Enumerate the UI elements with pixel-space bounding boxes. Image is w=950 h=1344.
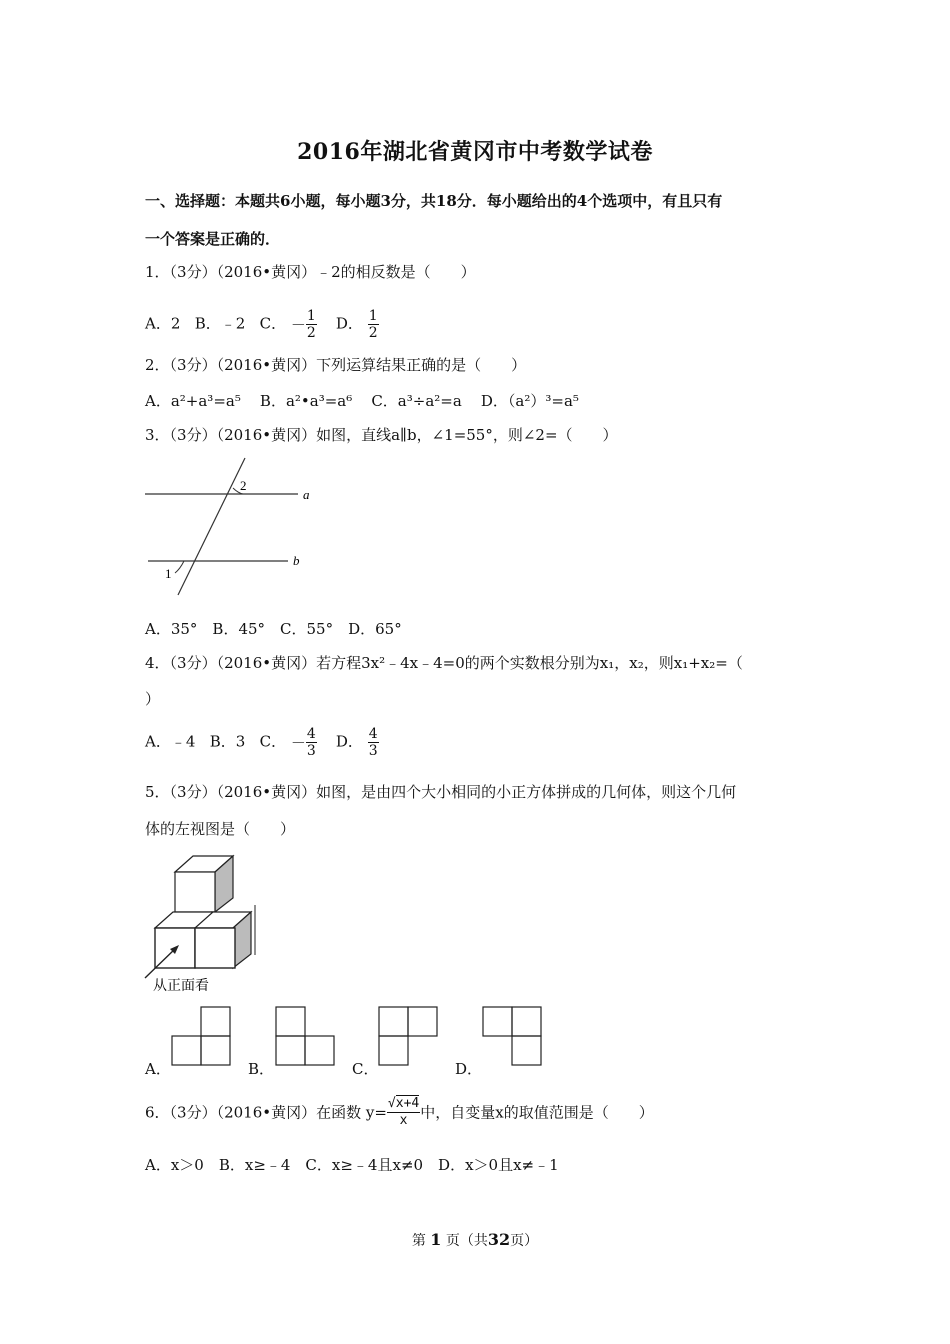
parallel-lines-figure [140, 455, 320, 595]
q5-option-d-view [482, 1006, 544, 1068]
question-5-stem-line1: 5．（3分）（2016•黄冈）如图，是由四个大小相同的小正方体拼成的几何体，则这个几何 [145, 783, 737, 801]
q5-option-c-view [378, 1006, 440, 1068]
q1-option-a: A．2 [145, 314, 181, 333]
question-4-stem-line2: ） [145, 690, 161, 708]
footer-post: 页） [510, 1233, 539, 1249]
q4-option-d-label: D． [335, 732, 363, 751]
question-3-stem: 3．（3分）（2016•黄冈）如图，直线a∥b，∠1=55°，则∠2=（ ） [145, 426, 618, 444]
question-1-stem: 1．（3分）（2016•黄冈）﹣2的相反数是（ ） [145, 263, 476, 281]
q1-d-denominator: 2 [368, 325, 378, 341]
question-2-options [145, 390, 579, 411]
question-3-options: A．35° B．45° C．55° D．65° [145, 620, 402, 638]
section-heading-line2: 一个答案是正确的． [145, 230, 281, 248]
q5-option-d-label: D． [455, 1060, 483, 1078]
q6-numerator [387, 1096, 420, 1113]
q4-option-c-label: C． [259, 732, 287, 751]
transversal-line [178, 458, 245, 595]
question-6-stem [145, 1096, 654, 1129]
footer-page-number: 1 [430, 1230, 442, 1249]
q4-option-b: B．3 [209, 732, 246, 751]
label-a: a [303, 487, 310, 502]
question-2-stem: 2．（3分）（2016•黄冈）下列运算结果正确的是（ ） [145, 356, 527, 374]
q4-d-denominator: 3 [368, 743, 378, 759]
label-1: 1 [165, 566, 172, 581]
view-direction-caption: 从正面看 [153, 978, 209, 994]
page-footer [0, 1230, 950, 1250]
q1-c-numerator: 1 [306, 308, 316, 324]
q1-option-c-label: C． [259, 314, 287, 333]
q5-option-a-view [171, 1006, 233, 1068]
question-4-stem-line1: 4．（3分）（2016•黄冈）若方程3x²﹣4x﹣4=0的两个实数根分别为x₁，x₂，则x₁+x₂=（ [145, 654, 743, 672]
q6-radicand: x+4 [395, 1096, 420, 1111]
sqrt-symbol: √ [387, 1096, 396, 1111]
q1-c-denominator: 2 [306, 325, 316, 341]
q1-option-b: B．﹣2 [194, 314, 246, 333]
q1-option-c-fraction [306, 308, 317, 341]
question-6-options: A．x＞0 B．x≥﹣4 C．x≥﹣4且x≠0 D．x＞0且x≠﹣1 [145, 1156, 559, 1174]
label-b: b [293, 553, 300, 568]
question-5-stem-line2: 体的左视图是（ ） [145, 820, 296, 838]
q4-c-denominator: 3 [306, 743, 316, 759]
q4-d-numerator: 4 [368, 726, 378, 742]
q4-c-numerator: 4 [306, 726, 316, 742]
q1-option-d-fraction [368, 308, 379, 341]
q6-function-fraction [387, 1096, 420, 1129]
q6-denominator: x [399, 1113, 408, 1128]
section-heading-line1: 一、选择题：本题共6小题，每小题3分，共18分．每小题给出的4个选项中，有且只有 [145, 192, 723, 210]
angle-1-arc [175, 561, 184, 573]
q2-option-d: D．（a²）³=a⁵ [480, 392, 579, 410]
footer-total-pages: 32 [487, 1230, 511, 1249]
q5-option-c-label: C． [352, 1060, 379, 1078]
footer-pre: 第 [411, 1233, 426, 1249]
question-1-options [145, 308, 379, 341]
q4-option-c-sign: － [290, 734, 306, 752]
q6-stem-post: 中，自变量x的取值范围是（ ） [420, 1103, 654, 1122]
q2-option-c: C．a³÷a²=a [371, 392, 462, 410]
q5-option-b-view [275, 1006, 337, 1068]
q1-option-c-sign: － [290, 316, 306, 334]
page-title: 2016年湖北省黄冈市中考数学试卷 [297, 139, 653, 165]
q4-option-a: A．﹣4 [145, 732, 196, 751]
q5-option-a-label: A． [145, 1060, 171, 1078]
label-2: 2 [240, 478, 247, 493]
q1-d-numerator: 1 [368, 308, 378, 324]
cube-solid-figure [145, 850, 265, 995]
footer-mid: 页（共 [445, 1233, 488, 1249]
q4-option-c-fraction [306, 726, 317, 759]
q6-stem-pre: 6．（3分）（2016•黄冈）在函数 y= [145, 1103, 387, 1122]
q4-option-d-fraction [368, 726, 379, 759]
q1-option-d-label: D． [335, 314, 363, 333]
q2-option-a: A．a²+a³=a⁵ [145, 392, 241, 410]
q5-option-b-label: B． [248, 1060, 275, 1078]
question-4-options [145, 726, 379, 759]
q2-option-b: B．a²•a³=a⁶ [259, 392, 353, 410]
